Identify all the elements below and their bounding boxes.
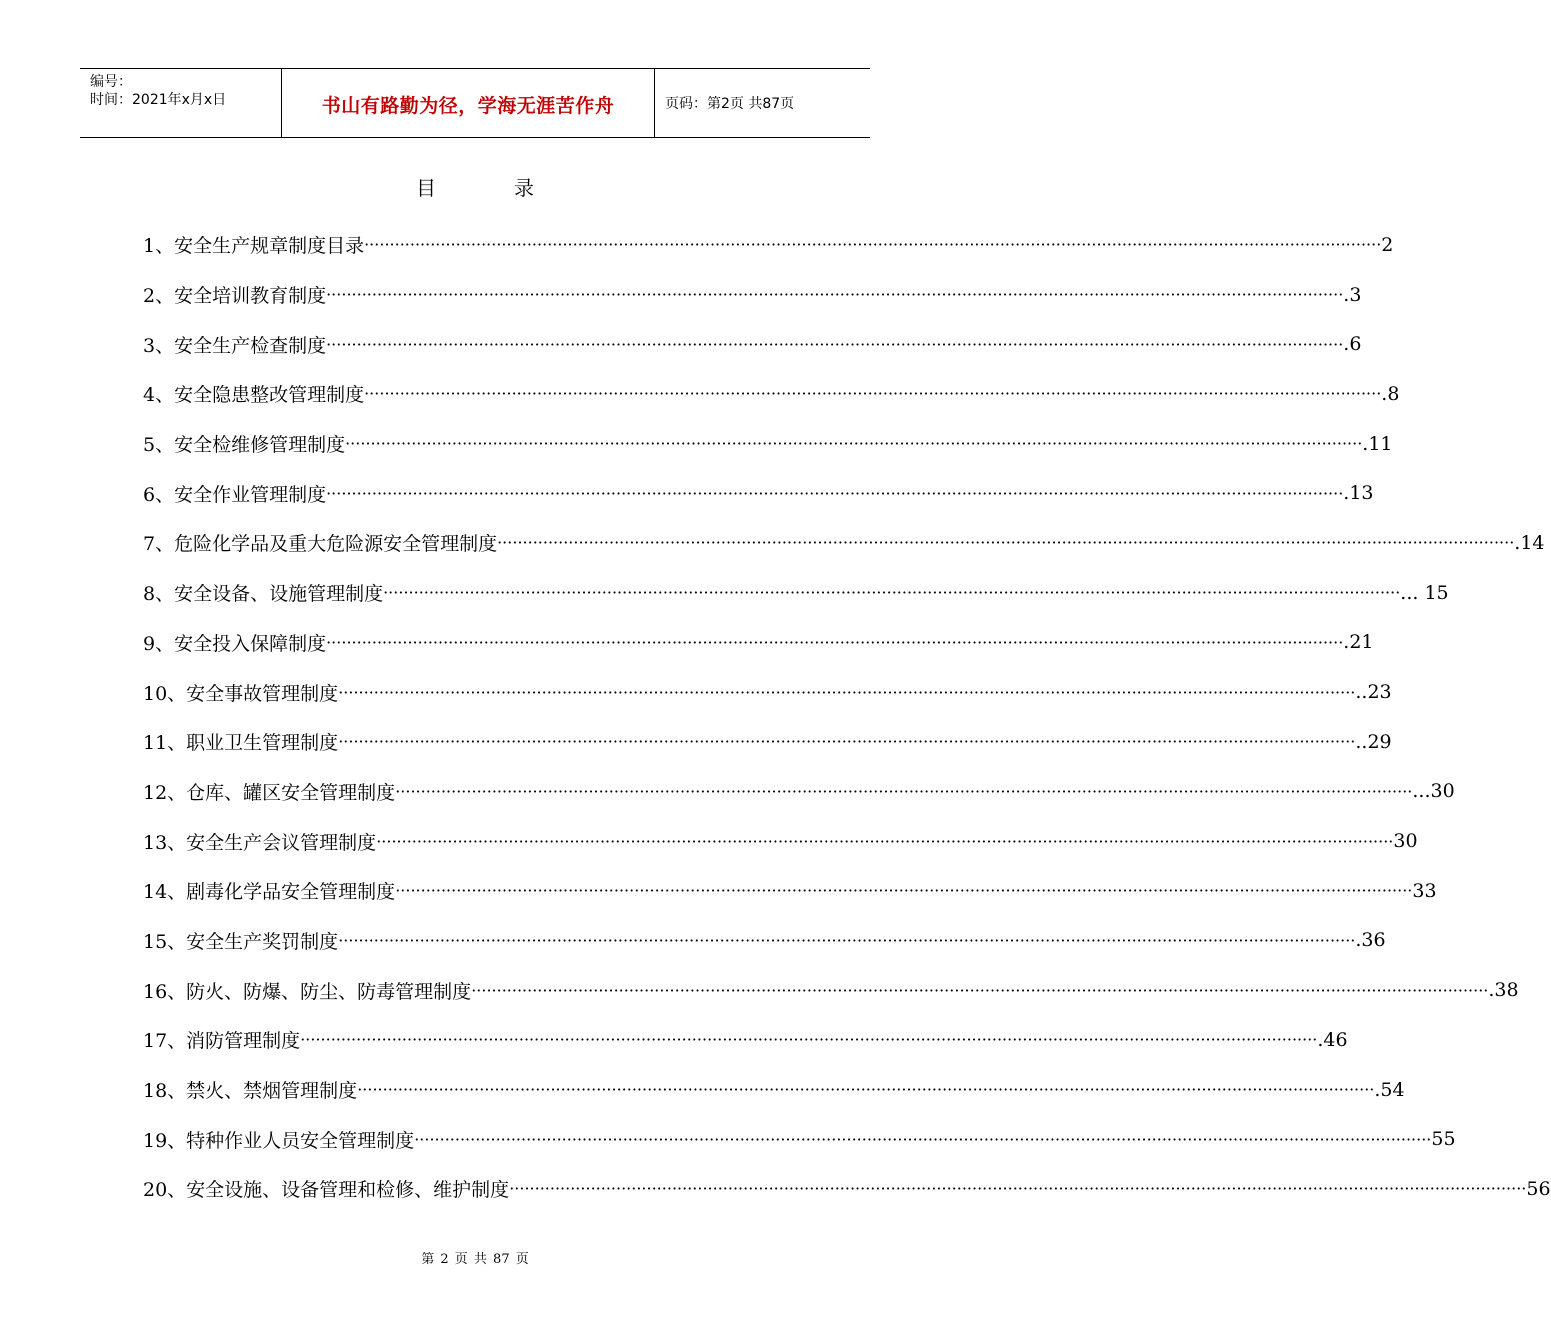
toc-title-right: 录 xyxy=(514,176,534,200)
motto-text: 书山有路勤为径，学海无涯苦作舟 xyxy=(321,95,615,117)
toc-title-left: 目 xyxy=(416,176,436,200)
toc-entry-label: 1、安全生产规章制度目录 xyxy=(143,235,365,258)
toc-entry-label: 9、安全投入保障制度 xyxy=(143,632,327,655)
toc-entry-label: 17、消防管理制度 xyxy=(143,1030,301,1053)
toc-entry-page: ..29 xyxy=(1355,730,1392,753)
toc-entry-label: 19、特种作业人员安全管理制度 xyxy=(143,1129,415,1152)
toc-entry-page: ..23 xyxy=(1355,681,1392,704)
toc-entry-page: 56 xyxy=(1526,1177,1551,1200)
toc-entry-page: ... 15 xyxy=(1400,581,1449,604)
toc-leader-dots: ········································································································································································································ xyxy=(326,632,1344,652)
toc-leader-dots: ········································································································································································································ xyxy=(338,732,1356,752)
toc-entry-page: .38 xyxy=(1488,979,1519,1002)
toc-entry-label: 6、安全作业管理制度 xyxy=(143,483,327,506)
header-page-cell xyxy=(655,69,870,137)
toc-entry[interactable] xyxy=(143,767,1455,817)
toc-entry-page: .14 xyxy=(1514,531,1545,554)
toc-leader-dots: ········································································································································································································ xyxy=(509,1179,1527,1199)
toc-leader-dots: ········································································································································································································ xyxy=(357,1080,1375,1100)
toc-entry-label: 5、安全检维修管理制度 xyxy=(143,434,346,457)
toc-leader-dots: ········································································································································································································ xyxy=(345,434,1363,454)
toc-entry-label: 18、禁火、禁烟管理制度 xyxy=(143,1080,358,1103)
toc-leader-dots: ········································································································································································································ xyxy=(497,533,1515,553)
toc-entry-page: .3 xyxy=(1343,283,1362,306)
toc-entry-page: 2 xyxy=(1381,233,1394,256)
toc-entry[interactable] xyxy=(143,717,1392,767)
toc-leader-dots: ········································································································································································································ xyxy=(326,285,1344,305)
toc-entry-label: 13、安全生产会议管理制度 xyxy=(143,831,377,854)
toc-entry-page: .21 xyxy=(1343,631,1374,654)
toc-leader-dots: ········································································································································································································ xyxy=(326,483,1344,503)
toc-entry[interactable] xyxy=(143,319,1362,369)
toc-entry[interactable] xyxy=(143,1164,1551,1214)
toc-leader-dots: ········································································································································································································ xyxy=(395,881,1413,901)
toc-entry[interactable] xyxy=(143,866,1437,916)
header-meta-cell xyxy=(80,69,282,137)
toc-entry[interactable] xyxy=(143,1015,1348,1065)
toc-entry-page: .8 xyxy=(1381,382,1400,405)
page-footer: 第 2 页 共 87 页 xyxy=(421,1252,529,1267)
toc-entry-label: 7、危险化学品及重大危险源安全管理制度 xyxy=(143,533,498,556)
toc-entry-label: 16、防火、防爆、防尘、防毒管理制度 xyxy=(143,980,472,1003)
toc-entry[interactable] xyxy=(143,220,1394,270)
toc-leader-dots: ········································································································································································································ xyxy=(383,583,1401,603)
toc-entry-label: 2、安全培训教育制度 xyxy=(143,285,327,308)
toc-entry-page: ...30 xyxy=(1412,780,1455,803)
toc-entry-page: .6 xyxy=(1343,333,1362,356)
toc-entry[interactable] xyxy=(143,667,1392,717)
toc-entry[interactable] xyxy=(143,618,1374,668)
toc-entry-label: 10、安全事故管理制度 xyxy=(143,682,339,705)
toc-entry-label: 20、安全设施、设备管理和检修、维护制度 xyxy=(143,1179,510,1202)
toc-entry-label: 14、剧毒化学品安全管理制度 xyxy=(143,881,396,904)
toc-entry-page: 30 xyxy=(1393,830,1418,853)
number-label: 编号： xyxy=(90,74,132,90)
header-motto-cell xyxy=(282,69,655,137)
toc-entry[interactable] xyxy=(143,965,1519,1015)
toc-entry[interactable] xyxy=(143,270,1362,320)
time-label: 时间：2021年x月x日 xyxy=(90,92,227,108)
toc-leader-dots: ········································································································································································································ xyxy=(395,781,1413,801)
page-info: 页码：第2页 共87页 xyxy=(665,96,795,112)
toc-entry-page: .11 xyxy=(1362,432,1393,455)
toc-entry-page: 33 xyxy=(1412,879,1437,902)
toc-entry-page: 55 xyxy=(1431,1128,1456,1151)
toc-leader-dots: ········································································································································································································ xyxy=(414,1129,1432,1149)
toc-entry[interactable] xyxy=(143,1065,1405,1115)
toc-entry[interactable] xyxy=(143,816,1418,866)
toc-entry-page: .54 xyxy=(1374,1078,1405,1101)
toc-leader-dots: ········································································································································································································ xyxy=(338,930,1356,950)
toc-leader-dots: ········································································································································································································ xyxy=(364,235,1382,255)
toc-list xyxy=(143,220,1551,1214)
toc-leader-dots: ········································································································································································································ xyxy=(364,384,1382,404)
toc-entry[interactable] xyxy=(143,468,1374,518)
toc-entry-page: .46 xyxy=(1317,1028,1348,1051)
toc-title xyxy=(0,172,950,201)
toc-leader-dots: ········································································································································································································ xyxy=(376,831,1394,851)
toc-entry[interactable] xyxy=(143,1114,1456,1164)
toc-entry[interactable] xyxy=(143,916,1386,966)
toc-entry-label: 15、安全生产奖罚制度 xyxy=(143,930,339,953)
toc-entry-page: .36 xyxy=(1355,929,1386,952)
toc-entry-label: 3、安全生产检查制度 xyxy=(143,334,327,357)
toc-leader-dots: ········································································································································································································ xyxy=(338,682,1356,702)
toc-entry-label: 8、安全设备、设施管理制度 xyxy=(143,583,384,606)
toc-entry-label: 4、安全隐患整改管理制度 xyxy=(143,384,365,407)
toc-leader-dots: ········································································································································································································ xyxy=(300,1030,1318,1050)
toc-leader-dots: ········································································································································································································ xyxy=(326,334,1344,354)
toc-entry[interactable] xyxy=(143,518,1545,568)
toc-leader-dots: ········································································································································································································ xyxy=(471,980,1489,1000)
toc-entry[interactable] xyxy=(143,419,1393,469)
toc-entry-label: 11、职业卫生管理制度 xyxy=(143,732,339,755)
toc-entry-page: .13 xyxy=(1343,482,1374,505)
toc-entry[interactable] xyxy=(143,568,1449,618)
toc-entry-label: 12、仓库、罐区安全管理制度 xyxy=(143,781,396,804)
page-header xyxy=(80,68,870,138)
toc-entry[interactable] xyxy=(143,369,1400,419)
